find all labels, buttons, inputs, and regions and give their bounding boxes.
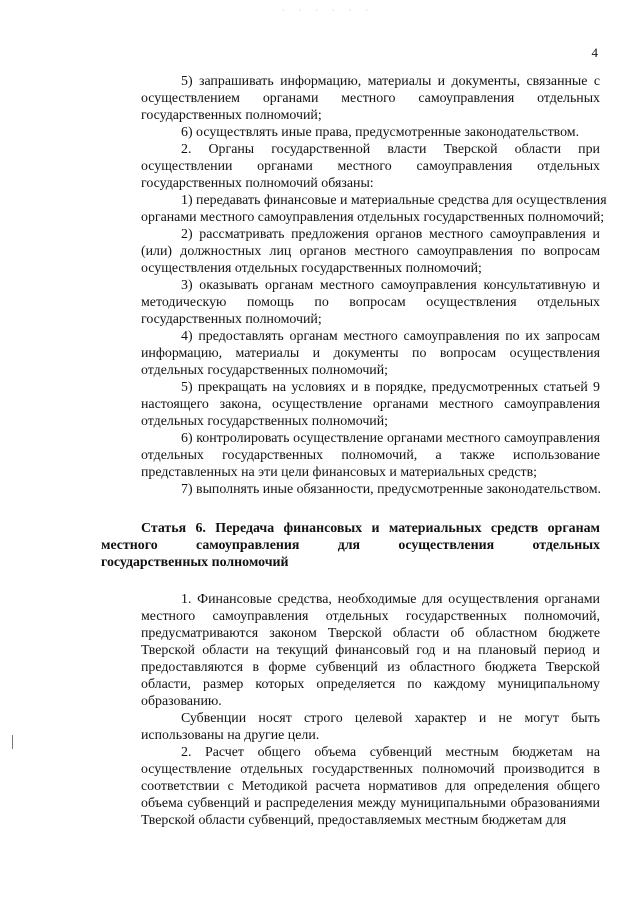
paragraph bbox=[101, 124, 600, 141]
text-line: соответствии с Методикой расчета нормативов для определения общего bbox=[141, 779, 600, 794]
margin-mark bbox=[12, 735, 13, 749]
paragraph bbox=[101, 710, 600, 744]
text-line: предоставляются в форме субвенций из областного бюджета Тверской bbox=[141, 660, 600, 675]
paragraph bbox=[101, 328, 600, 379]
document-body bbox=[101, 73, 607, 829]
paragraph bbox=[101, 73, 600, 124]
text-line: осуществлении органами местного самоуправления отдельных bbox=[141, 159, 600, 174]
text-line: информацию, материалы и документы по вопросам осуществления bbox=[141, 346, 600, 361]
text-line: 2. Расчет общего объема субвенций местным бюджетам на bbox=[181, 745, 600, 760]
text-line: 5) прекращать на условиях и в порядке, предусмотренных статьей 9 bbox=[181, 380, 600, 395]
text-line: 2) рассматривать предложения органов местного самоуправления и bbox=[181, 227, 600, 242]
scan-artifact: · · · · · · bbox=[282, 6, 374, 15]
text-line: предусматриваются законом Тверской области об областном бюджете bbox=[141, 626, 600, 641]
text-line: Статья 6. Передача финансовых и материальных средств органам bbox=[141, 521, 600, 536]
text-line: представленных на эти цели финансовых и материальных средств; bbox=[141, 465, 537, 480]
text-line: органами местного самоуправления отдельных государственных полномочий; bbox=[141, 210, 605, 225]
text-line: осуществление отдельных государственных полномочий производится в bbox=[141, 762, 600, 777]
paragraph bbox=[101, 481, 600, 498]
text-line: образованию. bbox=[141, 694, 222, 709]
text-line: Тверской области субвенций, предоставляемых местным бюджетам для bbox=[141, 813, 567, 828]
article-heading bbox=[101, 520, 600, 571]
paragraph bbox=[101, 430, 600, 481]
text-line: осуществлением органами местного самоуправления отдельных bbox=[141, 91, 600, 106]
text-line: отдельных государственных полномочий; bbox=[141, 363, 389, 378]
text-line: местного самоуправления для осуществления отдельных bbox=[101, 538, 600, 553]
text-line: объема субвенций и распределения между муниципальными образованиями bbox=[141, 796, 600, 811]
text-line: использованы на другие цели. bbox=[141, 728, 320, 743]
text-line: 6) контролировать осуществление органами местного самоуправления bbox=[181, 431, 600, 446]
paragraph bbox=[101, 277, 600, 328]
paragraph bbox=[101, 591, 600, 710]
text-line: 3) оказывать органам местного самоуправления консультативную и bbox=[181, 278, 600, 293]
text-line: осуществления отдельных государственных полномочий; bbox=[141, 261, 482, 276]
text-line: Субвенции носят строго целевой характер и не могут быть bbox=[181, 711, 600, 726]
text-line: государственных полномочий; bbox=[141, 312, 322, 327]
text-line: (или) должностных лиц органов местного самоуправления по вопросам bbox=[141, 244, 600, 259]
text-line: методическую помощь по вопросам осуществления отдельных bbox=[141, 295, 600, 310]
text-line: настоящего закона, осуществление органами местного самоуправления bbox=[141, 397, 600, 412]
paragraph bbox=[101, 192, 607, 226]
paragraph bbox=[101, 141, 600, 192]
paragraph bbox=[101, 379, 600, 430]
text-line: 7) выполнять иные обязанности, предусмотренные законодательством. bbox=[181, 482, 602, 497]
text-line: отдельных государственных полномочий, а также использование bbox=[141, 448, 600, 463]
text-line: 1. Финансовые средства, необходимые для осуществления органами bbox=[181, 592, 600, 607]
text-line: 5) запрашивать информацию, материалы и документы, связанные с bbox=[181, 74, 600, 89]
page-number: 4 bbox=[591, 45, 598, 60]
text-line: местного самоуправления отдельных государственных полномочий, bbox=[141, 609, 600, 624]
text-line: государственных полномочий; bbox=[141, 108, 322, 123]
text-line: государственных полномочий bbox=[101, 555, 289, 570]
text-line: 1) передавать финансовые и материальные средства для осуществления bbox=[181, 193, 607, 208]
text-line: 6) осуществлять иные права, предусмотренные законодательством. bbox=[181, 125, 580, 140]
text-line: Тверской области на текущий финансовый год и на плановый период и bbox=[141, 643, 600, 658]
text-line: области, размер которых определяется по каждому муниципальному bbox=[141, 677, 600, 692]
paragraph bbox=[101, 744, 600, 829]
text-line: государственных полномочий обязаны: bbox=[141, 176, 374, 191]
text-line: отдельных государственных полномочий; bbox=[141, 414, 389, 429]
text-line: 4) предоставлять органам местного самоуправления по их запросам bbox=[181, 329, 600, 344]
paragraph bbox=[101, 226, 600, 277]
text-line: 2. Органы государственной власти Тверской области при bbox=[181, 142, 600, 157]
